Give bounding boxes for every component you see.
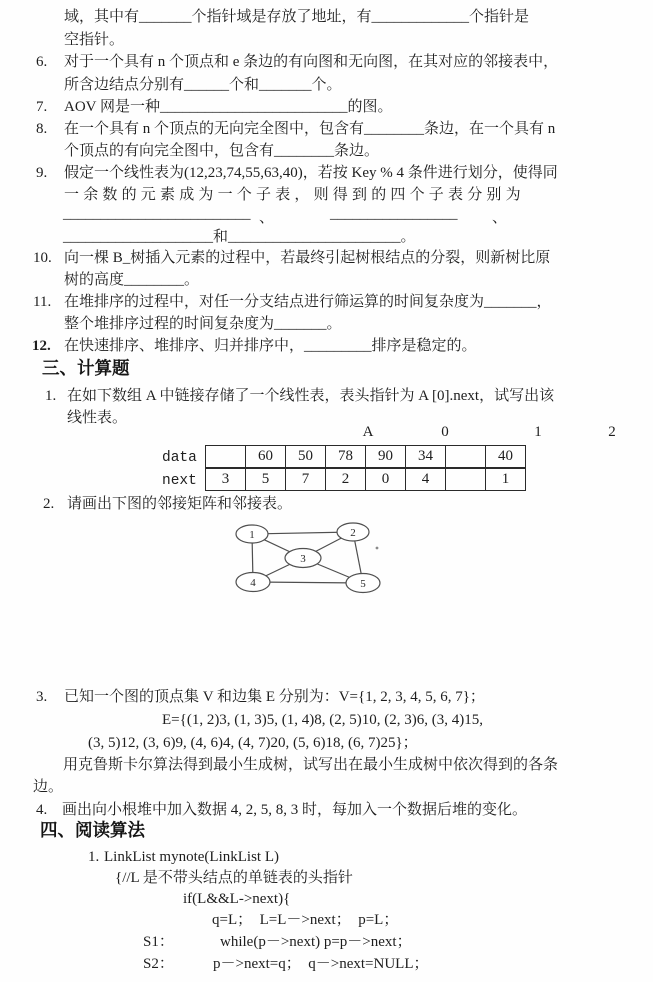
next-cell: 3 [206, 468, 246, 491]
calc4-line-1: 画出向小根堆中加入数据 4, 2, 5, 8, 3 时，每加入一个数据后堆的变化。 [62, 802, 528, 818]
linked-list-array-table [205, 445, 526, 491]
q9-blank-1: _________________________ [63, 206, 251, 222]
data-cell: 50 [286, 446, 326, 469]
graph-node-4-label: 4 [250, 577, 256, 589]
code-line-6-label: S2： [143, 956, 174, 972]
array-index-label-0: 0 [441, 424, 449, 440]
q9-separator-2: 、 [492, 210, 508, 226]
q10-line-2: 树的高度________。 [64, 272, 200, 288]
data-cell [446, 446, 486, 469]
q9-number: 9. [36, 165, 48, 181]
calc3-line-4: 用克鲁斯卡尔算法得到最小生成树，试写出在最小生成树中依次得到的各条 [63, 757, 559, 773]
data-cell [206, 446, 246, 469]
q11-number: 11. [33, 294, 52, 310]
next-cell: 5 [246, 468, 286, 491]
code-line-2: {//L 是不带头结点的单链表的头指针 [115, 870, 353, 886]
next-cell [446, 468, 486, 491]
table-row-data [206, 446, 526, 469]
graph-node-1-label: 1 [249, 529, 255, 541]
array-row-label-next: next [162, 473, 197, 489]
code-line-3: if(L&&L->next){ [183, 891, 291, 907]
stray-mark [376, 547, 379, 550]
q11-line-2: 整个堆排序过程的时间复杂度为_______。 [64, 316, 342, 332]
q7-line-1: AOV 网是一种_________________________的图。 [64, 99, 393, 115]
array-index-label-1: 1 [534, 424, 542, 440]
calc1-number: 1. [45, 388, 57, 404]
next-cell: 4 [406, 468, 446, 491]
q12-number: 12. [32, 338, 51, 354]
calc3-number: 3. [36, 689, 48, 705]
graph-node-5-label: 5 [360, 578, 366, 590]
code-line-5-label: S1： [143, 934, 174, 950]
q9-separator-1: 、 [259, 210, 275, 226]
array-index-label-a: A [362, 424, 374, 440]
q6-line-2: 所含边结点分别有______个和_______个。 [64, 77, 342, 93]
data-cell: 90 [366, 446, 406, 469]
next-cell: 1 [486, 468, 526, 491]
next-cell: 2 [326, 468, 366, 491]
calc1-line-2: 线性表。 [67, 410, 128, 426]
calc3-line-3: (3, 5)12, (3, 6)9, (4, 6)4, (4, 7)20, (5, 6)18, (6, 7)25}； [88, 735, 418, 751]
q9-blank-row-2: ____________________和_______________________。 [63, 229, 416, 245]
next-cell: 7 [286, 468, 326, 491]
q9-blank-row-1 [63, 206, 523, 226]
q9-line-2: 一余数的元素成为一个子表，则得到的四个子表分别为 [64, 187, 525, 203]
array-row-label-data: data [162, 450, 197, 466]
q9-blank-2: _________________ [330, 206, 458, 222]
calc3-line-1: 已知一个图的顶点集 V 和边集 E 分别为：V={1, 2, 3, 4, 5, 6, 7}； [64, 689, 485, 705]
code-line-5: while(p－>next) p=p－>next； [220, 934, 412, 950]
q6-number: 6. [36, 54, 48, 70]
table-row-next [206, 468, 526, 491]
section4-title: 四、阅读算法 [40, 820, 145, 840]
q6-line-1: 对于一个具有 n 个顶点和 e 条边的有向图和无向图，在其对应的邻接表中， [64, 54, 559, 70]
graph-node-3-label: 3 [300, 553, 306, 565]
calc2-number: 2. [43, 496, 55, 512]
section3-title: 三、计算题 [42, 358, 130, 378]
data-cell: 34 [406, 446, 446, 469]
q12-line-1: 在快速排序、堆排序、归并排序中，_________排序是稳定的。 [64, 338, 477, 354]
calc4-number: 4. [36, 802, 48, 818]
q5-line-2: 空指针。 [64, 32, 125, 48]
q8-line-2: 个顶点的有向完全图中，包含有________条边。 [64, 143, 380, 159]
code-line-6: p－>next=q； q－>next=NULL； [213, 956, 429, 972]
calc1-line-1: 在如下数组 A 中链接存储了一个线性表，表头指针为 A [0].next，试写出该 [67, 388, 555, 404]
q8-line-1: 在一个具有 n 个顶点的无向完全图中，包含有________条边，在一个具有 n [64, 121, 556, 137]
data-cell: 40 [486, 446, 526, 469]
calc3-line-2: E={(1, 2)3, (1, 3)5, (1, 4)8, (2, 5)10, (2, 3)6, (3, 4)15, [162, 712, 484, 728]
q11-line-1: 在堆排序的过程中，对任一分支结点进行筛运算的时间复杂度为_______， [64, 294, 552, 310]
code-line-4: q=L； L=L－>next； p=L； [212, 912, 399, 928]
code-line-1: LinkList mynote(LinkList L) [104, 849, 279, 865]
calc3-line-5: 边。 [33, 779, 64, 795]
graph-figure [224, 514, 394, 609]
q5-line-1: 域，其中有_______个指针域是存放了地址，有_____________个指针是 [64, 9, 530, 25]
algo1-number: 1. [88, 849, 100, 865]
q7-number: 7. [36, 99, 48, 115]
data-cell: 78 [326, 446, 366, 469]
q9-line-1: 假定一个线性表为(12,23,74,55,63,40)，若按 Key % 4 条件进行划分，使得同 [64, 165, 558, 181]
graph-node-2-label: 2 [350, 527, 356, 539]
array-index-label-2: 2 [608, 424, 616, 440]
calc2-line-1: 请画出下图的邻接矩阵和邻接表。 [67, 496, 293, 512]
q10-line-1: 向一棵 B_树插入元素的过程中，若最终引起树根结点的分裂，则新树比原 [64, 250, 551, 266]
q10-number: 10. [33, 250, 52, 266]
q8-number: 8. [36, 121, 48, 137]
data-cell: 60 [246, 446, 286, 469]
next-cell: 0 [366, 468, 406, 491]
